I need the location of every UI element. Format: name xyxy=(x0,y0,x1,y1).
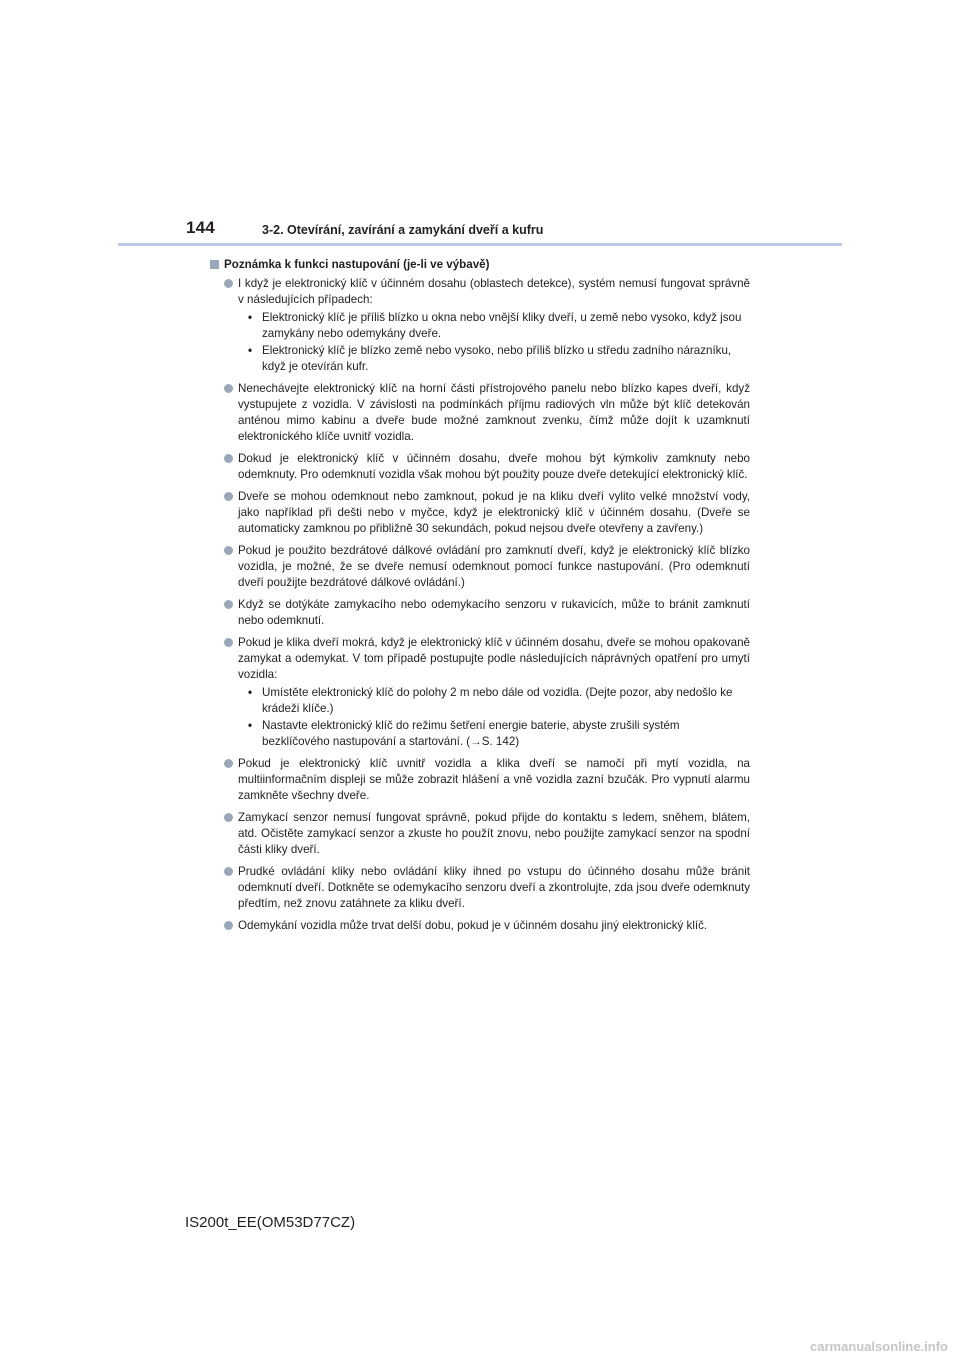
sub-list-item xyxy=(238,718,750,750)
sub-list-item xyxy=(238,343,750,375)
page-header xyxy=(0,0,960,248)
item-text: Dveře se mohou odemknout nebo zamknout, pokud je na kliku dveří vylito velké množství vody, jako například při dešti nebo v myčce, když je elektronický klíč v účinném dosahu. (Dveře se automaticky zamknou po přibližně 30 sekundách, pokud nejsou dveře otevřeny a zavřeny.) xyxy=(238,490,750,535)
sub-list xyxy=(238,310,750,375)
item-text: Zamykací senzor nemusí fungovat správně, pokud přijde do kontaktu s ledem, sněhem, blátem, atd. Očistěte zamykací senzor a zkuste ho použít znovu, nebo použijte zamykací senzor na spodní části kliky dveří. xyxy=(238,811,750,856)
item-text: Dokud je elektronický klíč v účinném dosahu, dveře mohou být kýmkoliv zamknuty nebo odemknuty. Pro odemknutí vozidla však mohou být použity pouze dveře detekující elektronický klíč. xyxy=(238,452,750,481)
sub-list xyxy=(238,685,750,750)
header-rule xyxy=(118,243,842,246)
list-item xyxy=(210,381,750,445)
item-text: I když je elektronický klíč v účinném dosahu (oblastech detekce), systém nemusí fungovat správně v následujících případech: xyxy=(238,277,750,306)
watermark-link[interactable]: carmanualsonline.info xyxy=(810,1339,948,1354)
document-code: IS200t_EE(OM53D77CZ) xyxy=(185,1214,356,1231)
bullet-icon xyxy=(224,638,233,647)
sub-bullet-icon: • xyxy=(248,311,253,324)
item-text: Nenechávejte elektronický klíč na horní části přístrojového panelu nebo blízko kapes dveří, když vystupujete z vozidla. V závislosti na podmínkách příjmu radiových vln může být klíč detekován anténou mimo kabinu a dveře bude možné zamknout zvenku, čímž může dojít k uzamknutí elektronického klíče uvnitř vozidla. xyxy=(238,382,750,443)
sub-item-text: Elektronický klíč je blízko země nebo vysoko, nebo příliš blízko u středu zadního nárazníku, když je otevírán kufr. xyxy=(262,344,732,373)
item-text: Odemykání vozidla může trvat delší dobu, pokud je v účinném dosahu jiný elektronický klíč. xyxy=(238,919,708,932)
list-item xyxy=(210,810,750,858)
section-heading: Poznámka k funkci nastupování (je-li ve výbavě) xyxy=(224,258,490,271)
item-text: Když se dotýkáte zamykacího nebo odemykacího senzoru v rukavicích, může to bránit zamknutí nebo odemknutí. xyxy=(238,598,750,627)
bullet-icon xyxy=(224,454,233,463)
item-text: Prudké ovládání kliky nebo ovládání kliky ihned po vstupu do účinného dosahu může bránit odemknutí dveří. Dotkněte se odemykacího senzoru dveří a zkontrolujte, zda jsou dveře odemknuty předtím, než znovu zatáhnete za kliku dveří. xyxy=(238,865,750,910)
list-item xyxy=(210,864,750,912)
item-text: Pokud je klika dveří mokrá, když je elektronický klíč v účinném dosahu, dveře se mohou opakovaně zamykat a odemykat. V tom případě postupujte podle následujících náprávných opatření pro umytí vozidla: xyxy=(238,636,750,681)
sub-item-text: Elektronický klíč je příliš blízko u okna nebo vnější kliky dveří, u země nebo vysoko, když jsou zamykány nebo odemykány dveře. xyxy=(262,311,742,340)
list-item xyxy=(210,756,750,804)
sub-bullet-icon: • xyxy=(248,686,253,699)
item-text: Pokud je elektronický klíč uvnitř vozidla a klika dveří se namočí při mytí vozidla, na multiinformačním displeji se může zobrazit hlášení a vně vozidla zazní bzučák. Pro vypnutí alarmu zamkněte všechny dveře. xyxy=(238,757,750,802)
bullet-icon xyxy=(224,759,233,768)
bullet-icon xyxy=(224,546,233,555)
bullet-icon xyxy=(224,813,233,822)
bullet-icon xyxy=(224,279,233,288)
list-item xyxy=(210,451,750,483)
sub-item-text: Nastavte elektronický klíč do režimu šetření energie baterie, abyste zrušili systém bezklíčového nastupování a startování. (→S. 142) xyxy=(262,719,680,748)
sub-list-item xyxy=(238,310,750,342)
page-number: 144 xyxy=(186,218,215,237)
bullet-icon xyxy=(224,867,233,876)
bullet-icon xyxy=(224,492,233,501)
list-item xyxy=(210,918,750,934)
item-text: Pokud je použito bezdrátové dálkové ovládání pro zamknutí dveří, když je elektronický klíč blízko vozidla, je možné, že se dveře nemusí odemknout pomocí funkce nastupování. (Pro odemknutí dveří použijte bezdrátové dálkové ovládání.) xyxy=(238,544,750,589)
section-title: 3-2. Otevírání, zavírání a zamykání dveří a kufru xyxy=(262,223,544,237)
list-item xyxy=(210,543,750,591)
bullet-list xyxy=(210,276,750,934)
bullet-icon xyxy=(224,921,233,930)
bullet-icon xyxy=(224,600,233,609)
list-item xyxy=(210,635,750,750)
square-icon xyxy=(210,260,219,269)
sub-bullet-icon: • xyxy=(248,719,253,732)
sub-bullet-icon: • xyxy=(248,344,253,357)
sub-list-item xyxy=(238,685,750,717)
section-header xyxy=(210,257,750,273)
list-item xyxy=(210,489,750,537)
bullet-icon xyxy=(224,384,233,393)
list-item xyxy=(210,597,750,629)
list-item xyxy=(210,276,750,375)
page-content xyxy=(210,257,750,940)
sub-item-text: Umístěte elektronický klíč do polohy 2 m nebo dále od vozidla. (Dejte pozor, aby nedošlo ke krádeži klíče.) xyxy=(262,686,733,715)
